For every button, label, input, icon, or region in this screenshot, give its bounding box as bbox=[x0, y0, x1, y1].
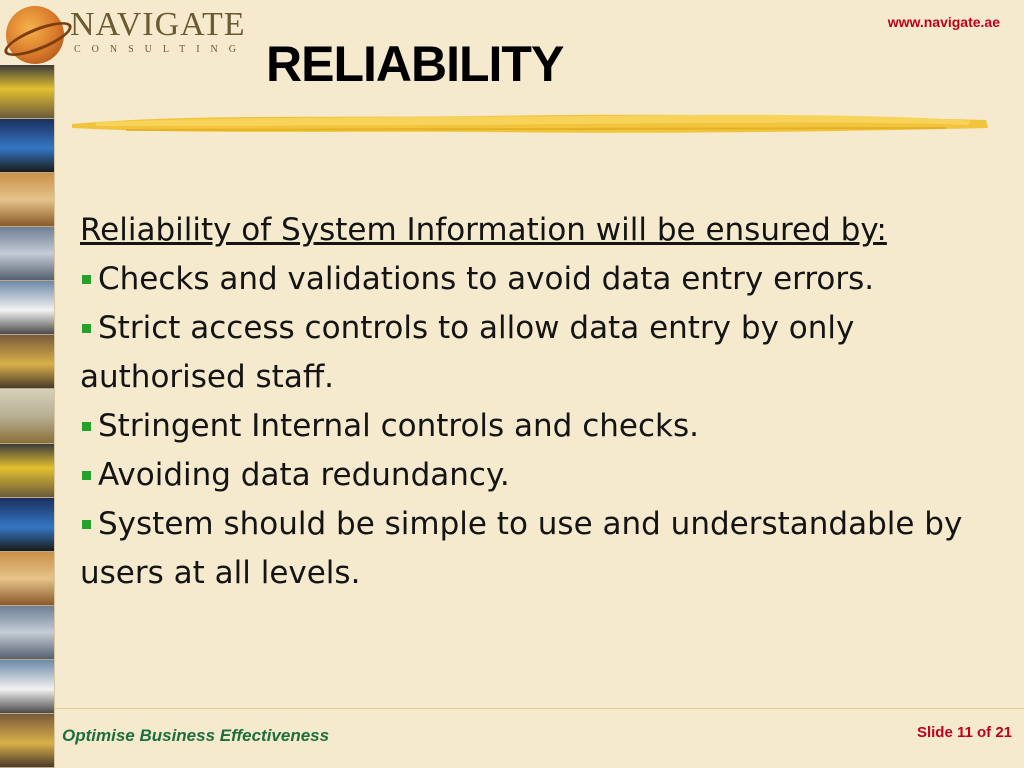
bullet-text: Stringent Internal controls and checks. bbox=[98, 408, 699, 444]
slide-title: RELIABILITY bbox=[266, 36, 564, 92]
bullet-item bbox=[80, 500, 990, 598]
logo-subtitle: CONSULTING bbox=[74, 44, 247, 55]
logo-name: NAVIGATE bbox=[70, 6, 246, 43]
cash-photo bbox=[0, 389, 54, 443]
bullet-text: System should be simple to use and understandable by users at all levels. bbox=[80, 506, 963, 591]
square-bullet-icon bbox=[82, 324, 91, 333]
bullet-text: Checks and validations to avoid data entry errors. bbox=[98, 261, 875, 297]
warehouse-worker-photo bbox=[0, 714, 54, 768]
square-bullet-icon bbox=[82, 520, 91, 529]
globe-icon bbox=[6, 6, 64, 64]
bullet-text: Avoiding data redundancy. bbox=[98, 457, 510, 493]
face-glasses-photo bbox=[0, 173, 54, 227]
brush-stroke-underline bbox=[66, 104, 992, 144]
bullet-item bbox=[80, 402, 990, 451]
warehouse-worker-photo bbox=[0, 335, 54, 389]
face-glasses-photo bbox=[0, 552, 54, 606]
slide-body bbox=[80, 206, 990, 598]
square-bullet-icon bbox=[82, 471, 91, 480]
computer-monitor-photo bbox=[0, 498, 54, 552]
truck-photo bbox=[0, 660, 54, 714]
forklift-photo bbox=[0, 444, 54, 498]
computer-monitor-photo bbox=[0, 119, 54, 173]
square-bullet-icon bbox=[82, 275, 91, 284]
bullet-item bbox=[80, 255, 990, 304]
warehouse-shelves-photo bbox=[0, 227, 54, 281]
footer-tagline: Optimise Business Effectiveness bbox=[62, 726, 330, 745]
slide-number: Slide 11 of 21 bbox=[916, 724, 1012, 741]
bullet-text: Strict access controls to allow data entry by only authorised staff. bbox=[80, 310, 855, 395]
bullet-item bbox=[80, 304, 990, 402]
footer-divider bbox=[54, 708, 1024, 709]
warehouse-shelves-photo bbox=[0, 606, 54, 660]
website-url[interactable]: www.navigate.ae bbox=[887, 14, 1000, 30]
body-heading: Reliability of System Information will be ensured by: bbox=[80, 212, 887, 248]
square-bullet-icon bbox=[82, 422, 91, 431]
navigate-logo bbox=[4, 4, 247, 66]
bullet-item bbox=[80, 451, 990, 500]
forklift-photo bbox=[0, 65, 54, 119]
sidebar-photo-strip bbox=[0, 65, 55, 768]
truck-photo bbox=[0, 281, 54, 335]
